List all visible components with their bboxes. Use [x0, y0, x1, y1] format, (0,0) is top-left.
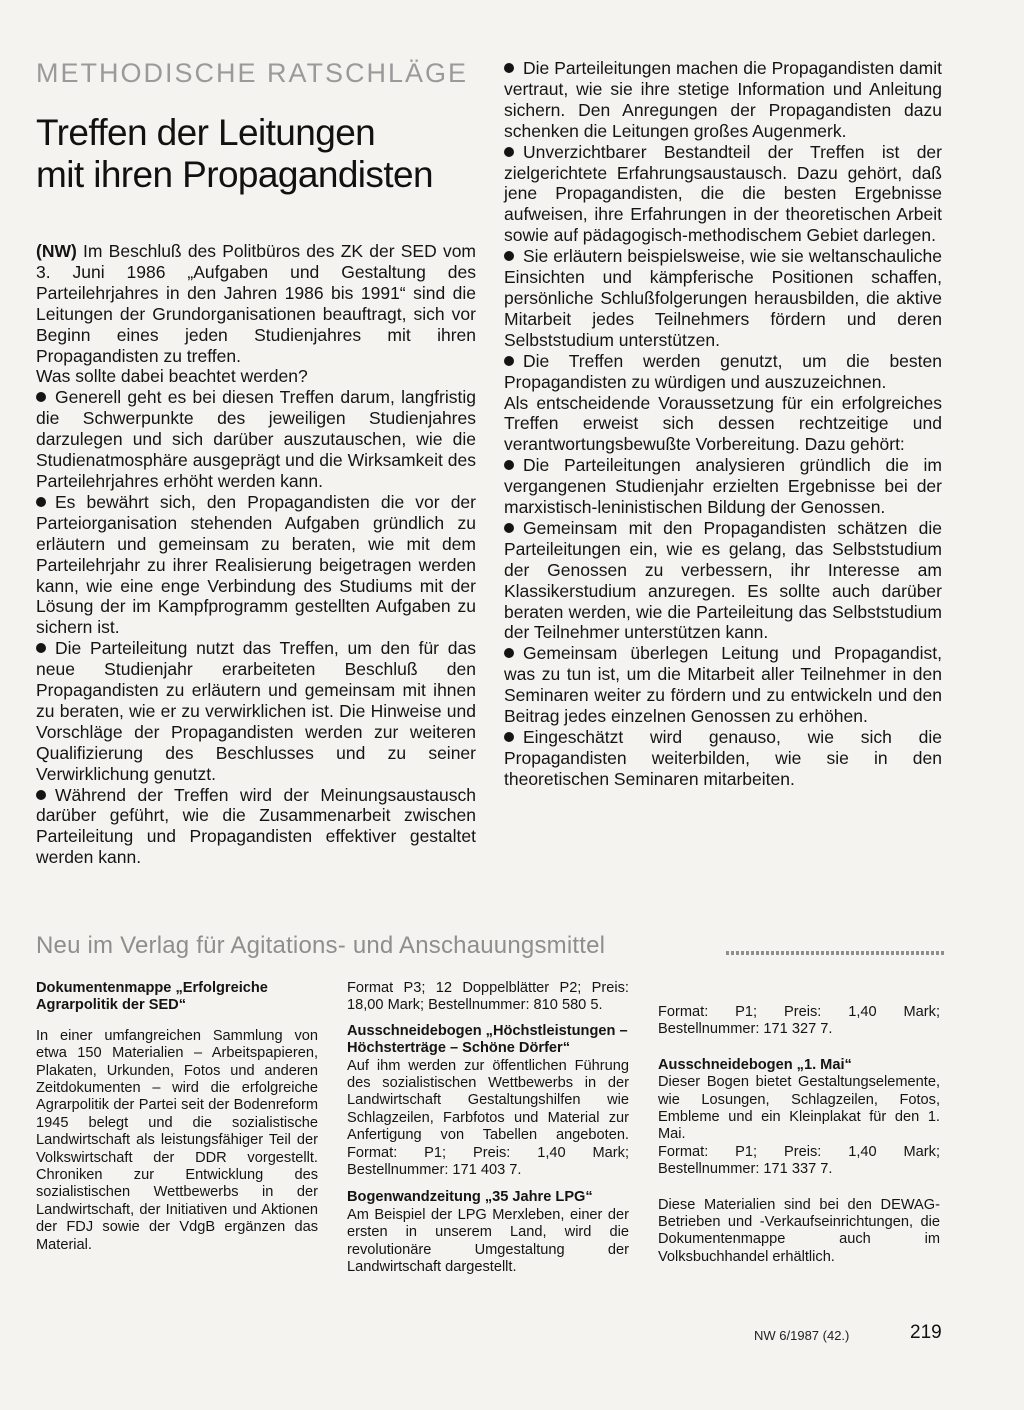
list-item: [504, 643, 942, 727]
bullet-icon: [36, 392, 46, 402]
list-item: [504, 246, 942, 351]
availability-note: Diese Materialien sind bei den DEWAG-Betrieben und -Verkaufseinrichtungen, die Dokumentenmappe auch im Volksbuchhandel erhältlich.: [658, 1196, 940, 1265]
bullet-icon: [504, 63, 514, 73]
news-item-text: In einer umfangreichen Sammlung von etwa 150 Materialien – Arbeitspapieren, Plakaten, Urkunden, Fotos und anderen Zeitdokumenten – wird die erfolgreiche Agrarpolitik der Partei seit der Bodenreform 1945 belegt und die sozialistische Landwirtschaft als leistungsfähiger Teil der Volkswirtschaft der DDR vorgestellt. Chroniken zur Entwicklung des sozialistischen Wettbewerbs in der Landwirtschaft, der Initiativen und Aktionen der FDJ sowie der VdgB ergänzen das Material.: [36, 1027, 318, 1253]
news-item-title: Ausschneidebogen „Höchstleistungen – Höchsterträge – Schöne Dörfer“: [347, 1022, 628, 1057]
list-item: [36, 638, 476, 784]
news-item-title: Ausschneidebogen „1. Mai“: [658, 1056, 852, 1073]
bullet-icon: [504, 460, 514, 470]
intro-tag: (NW): [36, 241, 77, 261]
article-column-right: [504, 58, 942, 790]
question-paragraph: Was sollte dabei beachtet werden?: [36, 366, 308, 387]
bullet-icon: [504, 147, 514, 157]
news-item-text: Am Beispiel der LPG Merxleben, einer der ersten in unserem Land, wird die revolutionäre Umgestaltung der Landwirtschaft dargestellt.: [347, 1206, 629, 1276]
bullet-icon: [504, 251, 514, 261]
news-item-text: Dieser Bogen bietet Gestaltungselemente, wie Losungen, Schlagzeilen, Fotos, Embleme und ein Kleinplakat für den 1. Mai.: [658, 1074, 940, 1143]
title-line-2: mit ihren Propagandisten: [36, 154, 433, 195]
title-line-1: Treffen der Leitungen: [36, 112, 376, 153]
list-item-text: Die Parteileitungen analysieren gründlich die im vergangenen Studienjahr erzielten Ergebnisse bei der marxistisch-leninistischen Bildung der Genossen.: [504, 455, 942, 518]
prerequisite-paragraph: Als entscheidende Voraussetzung für ein erfolgreiches Treffen erweist sich dessen rechtzeitige und verantwortungsbewußte Vorbereitung. Dazu gehört:: [504, 392, 942, 455]
list-item: [36, 785, 476, 869]
publisher-banner: [36, 932, 946, 962]
list-item-text: Die Parteileitung nutzt das Treffen, um den für das neue Studienjahr erarbeiteten Beschluß den Propagandisten zu erläutern und gemeinsam mit ihnen zu beraten, wie er zu verwirklichen ist. Die Hinweise und Vorschläge der Propagandisten werden zur weiteren Qualifizierung des Beschlusses und zu seiner Verwirklichung genutzt.: [36, 638, 476, 784]
news-item-title: Dokumentenmappe „Erfolgreiche Agrarpolitik der SED“: [36, 980, 268, 1014]
bullet-icon: [504, 523, 514, 533]
news-item-title: Bogenwandzeitung „35 Jahre LPG“: [347, 1189, 593, 1206]
news-column-1: [36, 980, 318, 1254]
banner-text: Neu im Verlag für Agitations- und Anschauungsmittel: [36, 932, 606, 959]
news-column-2: [347, 980, 629, 1277]
list-item-text: Die Parteileitungen machen die Propagandisten damit vertraut, wie sie ihre stetige Information und Anleitung sichern. Den Anregungen der Propagandisten dazu schenken die Leitungen großes Augenmerk.: [504, 58, 942, 141]
list-item-text: Es bewährt sich, den Propagandisten die vor der Parteiorganisation stehenden Aufgaben gründlich zu erläutern und gemeinsam zu beraten, wie mit dem Parteilehrjahr zu ihrer Realisierung beigetragen werden kann, wie eine enge Verbindung des Studiums mit der Lösung der im Kampfprogramm gestellten Aufgaben zu sichern ist.: [36, 491, 476, 638]
bullet-icon: [504, 356, 514, 366]
list-item: [504, 455, 942, 518]
news-item-details: Format: P1; Preis: 1,40 Mark; Bestellnummer: 171 337 7.: [658, 1143, 940, 1178]
news-column-3: [658, 987, 940, 1266]
list-item-text: Gemeinsam mit den Propagandisten schätzen die Parteileitungen ein, wie es gelang, das Selbststudium der Genossen zu verbessern, ihr Interesse am Klassikerstudium anzuregen. Es sollte auch darüber beraten werden, wie die Parteileitung das Selbststudium der Teilnehmer unterstützen kann.: [504, 517, 942, 643]
list-item: [504, 727, 942, 790]
section-label: METHODISCHE RATSCHLÄGE: [36, 58, 469, 88]
bullet-icon: [504, 732, 514, 742]
news-item-details: Format P3; 12 Doppelblätter P2; Preis: 18,00 Mark; Bestellnummer: 810 580 5.: [347, 980, 629, 1014]
list-item: [504, 351, 942, 393]
news-item-details: Format: P1; Preis: 1,40 Mark; Bestellnummer: 171 327 7.: [658, 1004, 940, 1038]
intro-paragraph: [36, 241, 476, 366]
article-column-left: [36, 241, 476, 868]
list-item-text: Generell geht es bei diesen Treffen darum, langfristig die Schwerpunkte des jeweiligen Studienjahres darzulegen und sich darüber auszutauschen, wie die Studienatmosphäre ausgeprägt und die Wirksamkeit des Parteilehrjahres erhöht werden kann.: [36, 387, 476, 491]
list-item-text: Gemeinsam überlegen Leitung und Propagandist, was zu tun ist, um die Mitarbeit aller Teilnehmer in den Seminaren weiter zu fördern und zu entwickeln und den Beitrag jedes einzelnen Genossen zu erhöhen.: [504, 643, 942, 727]
bullet-icon: [36, 497, 46, 507]
list-item-text: Während der Treffen wird der Meinungsaustausch darüber geführt, wie die Zusammenarbeit zwischen Parteileitung und Propagandisten effektiver gestaltet werden kann.: [36, 784, 476, 868]
news-item-text: Auf ihm werden zur öffentlichen Führung des sozialistischen Wettbewerbs in der Landwirtschaft Gestaltungshilfen wie Schlagzeilen, Farbfotos und Material zur Anfertigung von Tabellen angeboten. Format: P1; Preis: 1,40 Mark; Bestellnummer: 171 403 7.: [347, 1057, 629, 1179]
bullet-icon: [36, 643, 46, 653]
list-item-text: Die Treffen werden genutzt, um die besten Propagandisten zu würdigen und auszuzeichnen.: [504, 350, 942, 392]
issue-reference: NW 6/1987 (42.): [754, 1328, 850, 1343]
list-item: [36, 387, 476, 492]
list-item-text: Unverzichtbarer Bestandteil der Treffen ist der zielgerichtete Erfahrungsaustausch. Dazu gehört, daß jene Propagandisten, die die besten Ergebnisse aufweisen, ihre Erfahrungen in der theoretischen Arbeit sowie auf pädagogisch-methodischem Gebiet darlegen.: [504, 141, 942, 246]
list-item-text: Sie erläutern beispielsweise, wie sie weltanschauliche Einsichten und kämpferische Positionen schaffen, persönliche Schlußfolgerungen herausbilden, die aktive Mitarbeit jedes Teilnehmers fördern und deren Selbststudium unterstützen.: [504, 246, 942, 350]
list-item: [36, 492, 476, 638]
list-item: [504, 518, 942, 643]
list-item-text: Eingeschätzt wird genauso, wie sich die Propagandisten weiterbilden, wie sie in den theoretischen Seminaren mitarbeiten.: [504, 727, 942, 789]
page-number: 219: [910, 1322, 942, 1343]
list-item: [504, 142, 942, 247]
bullet-icon: [504, 648, 514, 658]
banner-rule: [726, 951, 944, 955]
bullet-icon: [36, 790, 46, 800]
list-item: [504, 58, 942, 142]
intro-text: Im Beschluß des Politbüros des ZK der SED vom 3. Juni 1986 „Aufgaben und Gestaltung des Parteilehrjahres in den Jahren 1986 bis 1991“ sind die Leitungen der Grundorganisationen beauftragt, sich vor Beginn eines jeden Studienjahres mit ihren Propagandisten zu treffen.: [36, 241, 476, 366]
article-title: [36, 112, 496, 196]
